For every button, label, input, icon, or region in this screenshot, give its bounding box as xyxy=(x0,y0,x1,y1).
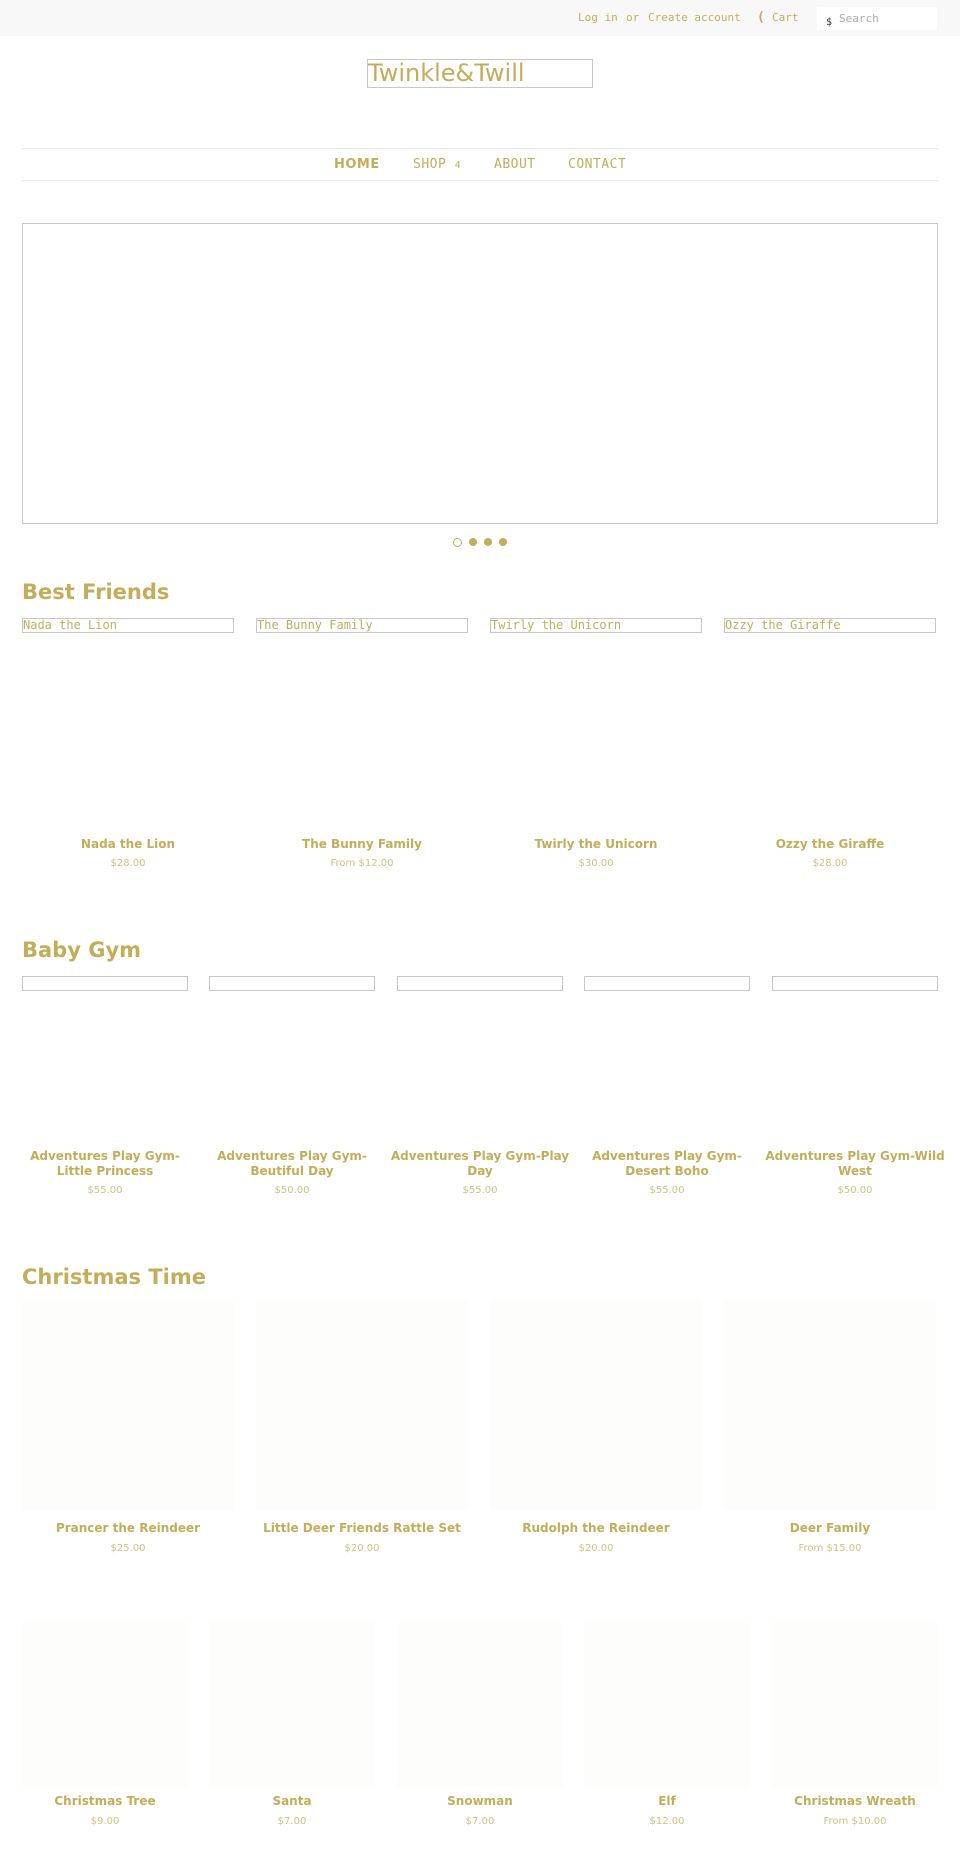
product-price: From $10.00 xyxy=(823,1816,887,1827)
nav-divider-top xyxy=(22,148,938,149)
product-price: $20.00 xyxy=(578,1543,614,1554)
product-price: $55.00 xyxy=(462,1185,498,1196)
product-title[interactable]: Nada the Lion xyxy=(80,837,176,851)
product-image[interactable] xyxy=(490,1300,702,1510)
slide-dot-3[interactable] xyxy=(484,538,492,546)
product-title-line: Beutiful Day xyxy=(250,1164,334,1178)
product-title-line: Desert Boho xyxy=(625,1164,709,1178)
search-input[interactable] xyxy=(839,7,935,30)
product-image[interactable] xyxy=(584,976,750,991)
product-price: $12.00 xyxy=(649,1816,685,1827)
nav-about[interactable]: ABOUT xyxy=(494,157,536,172)
site-logo[interactable]: Twinkle&Twill xyxy=(367,59,593,88)
slide-dot-2[interactable] xyxy=(469,538,477,546)
product-image[interactable] xyxy=(22,1300,234,1510)
section-title-baby-gym: Baby Gym xyxy=(22,938,142,962)
section-title-christmas-time: Christmas Time xyxy=(22,1265,206,1289)
product-title-line: Adventures Play Gym- xyxy=(592,1149,742,1163)
top-bar xyxy=(0,0,960,36)
product-price: From $15.00 xyxy=(798,1543,862,1554)
product-title[interactable]: Ozzy the Giraffe xyxy=(775,837,885,851)
main-nav xyxy=(0,157,960,173)
product-title[interactable]: Rudolph the Reindeer xyxy=(522,1521,670,1535)
product-image[interactable] xyxy=(772,1622,938,1788)
product-title[interactable] xyxy=(201,1149,383,1179)
product-title[interactable]: The Bunny Family xyxy=(302,837,422,851)
nav-shop-label: SHOP xyxy=(413,157,447,172)
product-title[interactable]: Little Deer Friends Rattle Set xyxy=(263,1521,461,1535)
product-image[interactable] xyxy=(256,1300,468,1510)
product-image[interactable]: Twirly the Unicorn xyxy=(490,618,702,633)
nav-divider-bottom xyxy=(22,180,938,181)
product-image[interactable] xyxy=(209,976,375,991)
product-price: $7.00 xyxy=(277,1816,307,1827)
product-title[interactable]: Christmas Wreath xyxy=(794,1794,916,1808)
product-title[interactable] xyxy=(389,1149,571,1179)
product-title-line: West xyxy=(838,1164,872,1178)
product-title-line: Day xyxy=(467,1164,493,1178)
product-price: From $12.00 xyxy=(330,858,394,869)
or-text: or xyxy=(626,11,640,24)
chevron-down-icon: 4 xyxy=(454,160,462,171)
nav-contact[interactable]: CONTACT xyxy=(568,157,627,172)
product-price: $20.00 xyxy=(344,1543,380,1554)
product-title-line: Adventures Play Gym- xyxy=(30,1149,180,1163)
product-title[interactable]: Elf xyxy=(658,1794,676,1808)
product-price: $55.00 xyxy=(87,1185,123,1196)
product-image[interactable] xyxy=(22,976,188,991)
product-image[interactable]: The Bunny Family xyxy=(256,618,468,633)
product-title[interactable] xyxy=(14,1149,196,1179)
slide-dot-4[interactable] xyxy=(499,538,507,546)
product-image[interactable]: Ozzy the Giraffe xyxy=(724,618,936,633)
section-title-best-friends: Best Friends xyxy=(22,580,170,604)
product-image[interactable] xyxy=(397,976,563,991)
product-price: $50.00 xyxy=(837,1185,873,1196)
search-box[interactable] xyxy=(817,7,937,30)
product-image[interactable] xyxy=(584,1622,750,1788)
product-title[interactable]: Snowman xyxy=(447,1794,513,1808)
product-image[interactable] xyxy=(209,1622,375,1788)
product-price: $28.00 xyxy=(110,858,146,869)
product-title[interactable]: Deer Family xyxy=(789,1521,871,1535)
search-icon: $ xyxy=(826,17,833,28)
nav-home[interactable]: HOME xyxy=(334,157,380,172)
product-price: $9.00 xyxy=(90,1816,120,1827)
product-image[interactable] xyxy=(772,976,938,991)
product-title[interactable]: Santa xyxy=(272,1794,312,1808)
cart-icon[interactable]: ( xyxy=(757,10,765,25)
product-title[interactable]: Twirly the Unicorn xyxy=(534,837,658,851)
login-link[interactable]: Log in xyxy=(578,11,618,24)
product-image[interactable]: Nada the Lion xyxy=(22,618,234,633)
product-title[interactable]: Prancer the Reindeer xyxy=(55,1521,201,1535)
product-title-line: Adventures Play Gym-Wild xyxy=(765,1149,945,1163)
nav-shop[interactable] xyxy=(413,157,461,172)
product-image[interactable] xyxy=(397,1622,563,1788)
product-title-line: Little Princess xyxy=(56,1164,154,1178)
hero-slideshow[interactable] xyxy=(22,223,938,524)
product-price: $7.00 xyxy=(465,1816,495,1827)
product-image[interactable] xyxy=(724,1300,936,1510)
product-image[interactable] xyxy=(22,1622,188,1788)
product-price: $50.00 xyxy=(274,1185,310,1196)
product-title[interactable]: Christmas Tree xyxy=(54,1794,156,1808)
create-account-link[interactable]: Create account xyxy=(648,11,741,24)
product-price: $28.00 xyxy=(812,858,848,869)
product-price: $25.00 xyxy=(110,1543,146,1554)
product-title[interactable] xyxy=(576,1149,758,1179)
product-title[interactable] xyxy=(764,1149,946,1179)
cart-link[interactable]: Cart xyxy=(772,11,799,24)
slide-dot-1[interactable] xyxy=(453,538,462,547)
product-title-line: Adventures Play Gym-Play xyxy=(390,1149,570,1163)
product-title-line: Adventures Play Gym- xyxy=(217,1149,367,1163)
product-price: $30.00 xyxy=(578,858,614,869)
product-price: $55.00 xyxy=(649,1185,685,1196)
